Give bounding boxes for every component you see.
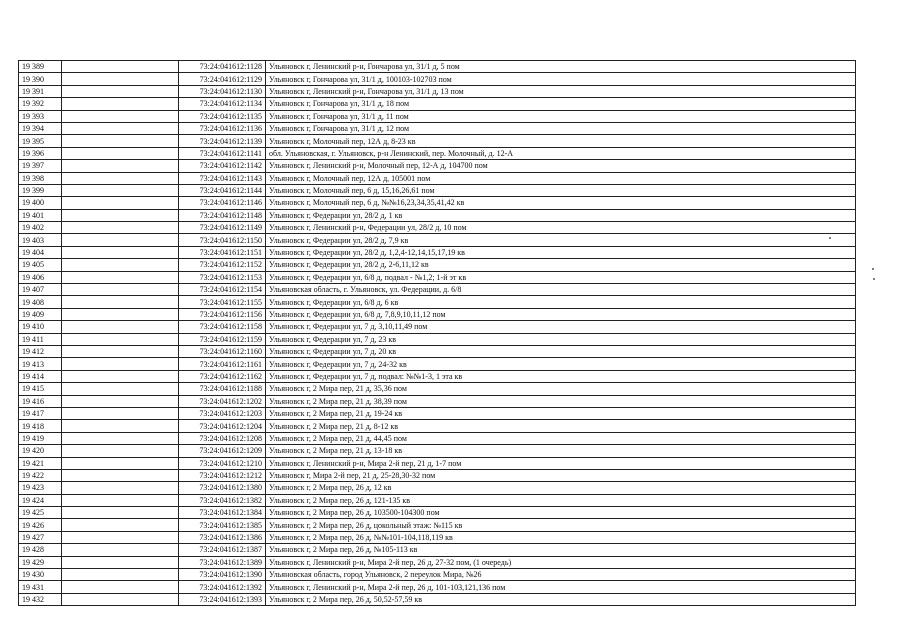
row-number-cell: 19 430 — [19, 569, 62, 581]
row-number-cell: 19 401 — [19, 209, 62, 221]
row-number-cell: 19 396 — [19, 147, 62, 159]
row-number-cell: 19 426 — [19, 519, 62, 531]
scan-speck — [829, 237, 831, 239]
table-row — [19, 432, 856, 444]
address-cell: Ульяновск г, 2 Мира пер, 26 д, №105-113 кв — [266, 544, 856, 556]
address-cell: Ульяновск г, Федерации ул, 6/8 д, подвал - №1,2; 1-й эт кв — [266, 271, 856, 283]
row-number-cell: 19 417 — [19, 407, 62, 419]
cadastral-number-cell: 73:24:041612:1385 — [179, 519, 266, 531]
row-number-cell: 19 389 — [19, 61, 62, 73]
table-row — [19, 494, 856, 506]
table-row — [19, 519, 856, 531]
address-cell: Ульяновск г, Гончарова ул, 31/1 д, 11 пом — [266, 110, 856, 122]
empty-cell — [62, 246, 179, 258]
row-number-cell: 19 422 — [19, 469, 62, 481]
cadastral-number-cell: 73:24:041612:1161 — [179, 358, 266, 370]
table-row — [19, 556, 856, 568]
row-number-cell: 19 432 — [19, 593, 62, 605]
address-cell: Ульяновск г, Ленинский р-н, Молочный пер, 12-А д, 104700 пом — [266, 160, 856, 172]
address-cell: Ульяновск г, Гончарова ул, 31/1 д, 100103-102703 пом — [266, 73, 856, 85]
address-cell: Ульяновск г, 2 Мира пер, 26 д, №№101-104,118,119 кв — [266, 531, 856, 543]
table-row — [19, 246, 856, 258]
empty-cell — [62, 110, 179, 122]
row-number-cell: 19 431 — [19, 581, 62, 593]
address-cell: Ульяновск г, 2 Мира пер, 21 д, 44,45 пом — [266, 432, 856, 444]
row-number-cell: 19 427 — [19, 531, 62, 543]
address-cell: Ульяновск г, Ленинский р-н, Гончарова ул, 31/1 д, 13 пом — [266, 85, 856, 97]
address-cell: Ульяновск г, 2 Мира пер, 26 д, 12 кв — [266, 482, 856, 494]
table-row — [19, 395, 856, 407]
table-row — [19, 135, 856, 147]
table-row — [19, 345, 856, 357]
empty-cell — [62, 296, 179, 308]
address-cell: Ульяновск г, Федерации ул, 28/2 д, 2-6,11,12 кв — [266, 259, 856, 271]
empty-cell — [62, 172, 179, 184]
table-row — [19, 296, 856, 308]
address-cell: Ульяновск г, 2 Мира пер, 21 д, 38,39 пом — [266, 395, 856, 407]
empty-cell — [62, 370, 179, 382]
empty-cell — [62, 383, 179, 395]
table-row — [19, 445, 856, 457]
table-row — [19, 160, 856, 172]
cadastral-number-cell: 73:24:041612:1129 — [179, 73, 266, 85]
row-number-cell: 19 393 — [19, 110, 62, 122]
empty-cell — [62, 85, 179, 97]
cadastral-number-cell: 73:24:041612:1210 — [179, 457, 266, 469]
empty-cell — [62, 432, 179, 444]
row-number-cell: 19 411 — [19, 333, 62, 345]
table-row — [19, 209, 856, 221]
empty-cell — [62, 333, 179, 345]
cadastral-number-cell: 73:24:041612:1135 — [179, 110, 266, 122]
table-row — [19, 581, 856, 593]
table-row — [19, 284, 856, 296]
cadastral-number-cell: 73:24:041612:1390 — [179, 569, 266, 581]
address-cell: Ульяновск г, 2 Мира пер, 26 д, цокольный этаж: №115 кв — [266, 519, 856, 531]
cadastral-number-cell: 73:24:041612:1160 — [179, 345, 266, 357]
empty-cell — [62, 358, 179, 370]
cadastral-number-cell: 73:24:041612:1203 — [179, 407, 266, 419]
row-number-cell: 19 403 — [19, 234, 62, 246]
table-row — [19, 383, 856, 395]
address-cell: Ульяновск г, Федерации ул, 7 д, 23 кв — [266, 333, 856, 345]
cadastral-number-cell: 73:24:041612:1146 — [179, 197, 266, 209]
cadastral-number-cell: 73:24:041612:1384 — [179, 507, 266, 519]
empty-cell — [62, 507, 179, 519]
empty-cell — [62, 184, 179, 196]
cadastral-number-cell: 73:24:041612:1141 — [179, 147, 266, 159]
row-number-cell: 19 423 — [19, 482, 62, 494]
empty-cell — [62, 569, 179, 581]
cadastral-number-cell: 73:24:041612:1128 — [179, 61, 266, 73]
table-row — [19, 469, 856, 481]
row-number-cell: 19 405 — [19, 259, 62, 271]
row-number-cell: 19 415 — [19, 383, 62, 395]
scan-speck — [873, 278, 875, 280]
address-cell: Ульяновск г, Ленинский р-н, Мира 2-й пер, 26 д, 101-103,121,136 пом — [266, 581, 856, 593]
address-cell: Ульяновск г, Федерации ул, 7 д, 3,10,11,49 пом — [266, 321, 856, 333]
empty-cell — [62, 234, 179, 246]
cadastral-number-cell: 73:24:041612:1389 — [179, 556, 266, 568]
row-number-cell: 19 402 — [19, 222, 62, 234]
cadastral-number-cell: 73:24:041612:1149 — [179, 222, 266, 234]
address-cell: Ульяновск г, Федерации ул, 7 д, 20 кв — [266, 345, 856, 357]
empty-cell — [62, 147, 179, 159]
table-row — [19, 61, 856, 73]
table-row — [19, 172, 856, 184]
row-number-cell: 19 399 — [19, 184, 62, 196]
row-number-cell: 19 424 — [19, 494, 62, 506]
address-cell: Ульяновск г, Гончарова ул, 31/1 д, 18 пом — [266, 98, 856, 110]
row-number-cell: 19 408 — [19, 296, 62, 308]
empty-cell — [62, 135, 179, 147]
cadastral-number-cell: 73:24:041612:1143 — [179, 172, 266, 184]
table-row — [19, 333, 856, 345]
empty-cell — [62, 445, 179, 457]
address-cell: Ульяновск г, Ленинский р-н, Мира 2-й пер, 21 д, 1-7 пом — [266, 457, 856, 469]
table-row — [19, 308, 856, 320]
cadastral-number-cell: 73:24:041612:1134 — [179, 98, 266, 110]
cadastral-number-cell: 73:24:041612:1139 — [179, 135, 266, 147]
address-cell: Ульяновск г, Федерации ул, 6/8 д, 6 кв — [266, 296, 856, 308]
address-cell: Ульяновск г, 2 Мира пер, 26 д, 103500-104300 пом — [266, 507, 856, 519]
empty-cell — [62, 209, 179, 221]
empty-cell — [62, 259, 179, 271]
empty-cell — [62, 160, 179, 172]
address-cell: Ульяновск г, Ленинский р-н, Гончарова ул, 31/1 д, 5 пом — [266, 61, 856, 73]
address-cell: Ульяновск г, Федерации ул, 6/8 д, 7,8,9,10,11,12 пом — [266, 308, 856, 320]
empty-cell — [62, 581, 179, 593]
table-row — [19, 457, 856, 469]
cadastral-number-cell: 73:24:041612:1151 — [179, 246, 266, 258]
cadastral-number-cell: 73:24:041612:1159 — [179, 333, 266, 345]
empty-cell — [62, 593, 179, 605]
row-number-cell: 19 406 — [19, 271, 62, 283]
row-number-cell: 19 407 — [19, 284, 62, 296]
empty-cell — [62, 73, 179, 85]
cadastral-number-cell: 73:24:041612:1208 — [179, 432, 266, 444]
row-number-cell: 19 418 — [19, 420, 62, 432]
row-number-cell: 19 398 — [19, 172, 62, 184]
cadastral-number-cell: 73:24:041612:1152 — [179, 259, 266, 271]
row-number-cell: 19 400 — [19, 197, 62, 209]
row-number-cell: 19 409 — [19, 308, 62, 320]
cadastral-number-cell: 73:24:041612:1393 — [179, 593, 266, 605]
address-cell: Ульяновская область, г. Ульяновск, ул. Федерации, д. 6/8 — [266, 284, 856, 296]
empty-cell — [62, 494, 179, 506]
empty-cell — [62, 469, 179, 481]
table-row — [19, 98, 856, 110]
cadastral-number-cell: 73:24:041612:1386 — [179, 531, 266, 543]
address-cell: Ульяновск г, Федерации ул, 28/2 д, 1 кв — [266, 209, 856, 221]
row-number-cell: 19 404 — [19, 246, 62, 258]
cadastral-number-cell: 73:24:041612:1144 — [179, 184, 266, 196]
cadastral-number-cell: 73:24:041612:1158 — [179, 321, 266, 333]
table-row — [19, 259, 856, 271]
table-row — [19, 234, 856, 246]
cadastral-number-cell: 73:24:041612:1136 — [179, 122, 266, 134]
address-cell: Ульяновск г, Молочный пер, 12А д, 105001 пом — [266, 172, 856, 184]
table-row — [19, 197, 856, 209]
cadastral-number-cell: 73:24:041612:1162 — [179, 370, 266, 382]
table-row — [19, 184, 856, 196]
row-number-cell: 19 414 — [19, 370, 62, 382]
row-number-cell: 19 425 — [19, 507, 62, 519]
cadastral-number-cell: 73:24:041612:1382 — [179, 494, 266, 506]
register-table-body — [19, 61, 856, 606]
address-cell: обл. Ульяновская, г. Ульяновск, р-н Ленинский, пер. Молочный, д. 12-А — [266, 147, 856, 159]
row-number-cell: 19 420 — [19, 445, 62, 457]
table-row — [19, 531, 856, 543]
empty-cell — [62, 271, 179, 283]
row-number-cell: 19 421 — [19, 457, 62, 469]
address-cell: Ульяновск г, 2 Мира пер, 21 д, 8-12 кв — [266, 420, 856, 432]
address-cell: Ульяновск г, Мира 2-й пер, 21 д, 25-28,30-32 пом — [266, 469, 856, 481]
row-number-cell: 19 392 — [19, 98, 62, 110]
address-cell: Ульяновск г, Ленинский р-н, Федерации ул, 28/2 д, 10 пом — [266, 222, 856, 234]
address-cell: Ульяновск г, Федерации ул, 7 д, подвал: №№1-3, 1 эта кв — [266, 370, 856, 382]
address-cell: Ульяновск г, 2 Мира пер, 21 д, 13-18 кв — [266, 445, 856, 457]
address-cell: Ульяновск г, 2 Мира пер, 26 д, 50,52-57,59 кв — [266, 593, 856, 605]
cadastral-number-cell: 73:24:041612:1204 — [179, 420, 266, 432]
empty-cell — [62, 519, 179, 531]
address-cell: Ульяновск г, 2 Мира пер, 21 д, 35,36 пом — [266, 383, 856, 395]
empty-cell — [62, 345, 179, 357]
cadastral-number-cell: 73:24:041612:1142 — [179, 160, 266, 172]
empty-cell — [62, 482, 179, 494]
table-row — [19, 407, 856, 419]
address-cell: Ульяновск г, Федерации ул, 7 д, 24-32 кв — [266, 358, 856, 370]
table-row — [19, 482, 856, 494]
empty-cell — [62, 98, 179, 110]
table-row — [19, 85, 856, 97]
table-row — [19, 569, 856, 581]
row-number-cell: 19 413 — [19, 358, 62, 370]
table-row — [19, 110, 856, 122]
table-row — [19, 122, 856, 134]
table-row — [19, 271, 856, 283]
row-number-cell: 19 410 — [19, 321, 62, 333]
empty-cell — [62, 321, 179, 333]
address-cell: Ульяновск г, Федерации ул, 28/2 д, 7,9 кв — [266, 234, 856, 246]
table-row — [19, 358, 856, 370]
empty-cell — [62, 544, 179, 556]
table-row — [19, 321, 856, 333]
row-number-cell: 19 395 — [19, 135, 62, 147]
row-number-cell: 19 397 — [19, 160, 62, 172]
cadastral-number-cell: 73:24:041612:1202 — [179, 395, 266, 407]
address-cell: Ульяновск г, 2 Мира пер, 21 д, 19-24 кв — [266, 407, 856, 419]
empty-cell — [62, 457, 179, 469]
table-row — [19, 222, 856, 234]
empty-cell — [62, 407, 179, 419]
address-cell: Ульяновская область, город Ульяновск, 2 переулок Мира, №26 — [266, 569, 856, 581]
empty-cell — [62, 122, 179, 134]
cadastral-number-cell: 73:24:041612:1154 — [179, 284, 266, 296]
cadastral-number-cell: 73:24:041612:1150 — [179, 234, 266, 246]
table-row — [19, 544, 856, 556]
table-row — [19, 370, 856, 382]
address-cell: Ульяновск г, Молочный пер, 6 д, 15,16,26,61 пом — [266, 184, 856, 196]
address-cell: Ульяновск г, Молочный пер, 12А д, 8-23 кв — [266, 135, 856, 147]
row-number-cell: 19 390 — [19, 73, 62, 85]
empty-cell — [62, 308, 179, 320]
table-row — [19, 420, 856, 432]
scan-speck — [872, 268, 874, 270]
cadastral-number-cell: 73:24:041612:1212 — [179, 469, 266, 481]
empty-cell — [62, 197, 179, 209]
register-table — [18, 60, 856, 606]
empty-cell — [62, 395, 179, 407]
empty-cell — [62, 556, 179, 568]
address-cell: Ульяновск г, Гончарова ул, 31/1 д, 12 пом — [266, 122, 856, 134]
cadastral-number-cell: 73:24:041612:1380 — [179, 482, 266, 494]
row-number-cell: 19 416 — [19, 395, 62, 407]
empty-cell — [62, 222, 179, 234]
row-number-cell: 19 412 — [19, 345, 62, 357]
address-cell: Ульяновск г, Ленинский р-н, Мира 2-й пер, 26 д, 27-32 пом, (1 очередь) — [266, 556, 856, 568]
row-number-cell: 19 419 — [19, 432, 62, 444]
empty-cell — [62, 61, 179, 73]
table-row — [19, 593, 856, 605]
table-row — [19, 73, 856, 85]
cadastral-number-cell: 73:24:041612:1209 — [179, 445, 266, 457]
address-cell: Ульяновск г, Молочный пер, 6 д, №№16,23,34,35,41,42 кв — [266, 197, 856, 209]
address-cell: Ульяновск г, 2 Мира пер, 26 д, 121-135 кв — [266, 494, 856, 506]
cadastral-number-cell: 73:24:041612:1156 — [179, 308, 266, 320]
cadastral-number-cell: 73:24:041612:1148 — [179, 209, 266, 221]
address-cell: Ульяновск г, Федерации ул, 28/2 д, 1,2,4-12,14,15,17,19 кв — [266, 246, 856, 258]
row-number-cell: 19 391 — [19, 85, 62, 97]
row-number-cell: 19 429 — [19, 556, 62, 568]
empty-cell — [62, 420, 179, 432]
cadastral-number-cell: 73:24:041612:1387 — [179, 544, 266, 556]
row-number-cell: 19 428 — [19, 544, 62, 556]
cadastral-number-cell: 73:24:041612:1153 — [179, 271, 266, 283]
cadastral-number-cell: 73:24:041612:1188 — [179, 383, 266, 395]
empty-cell — [62, 284, 179, 296]
scanned-document-page — [18, 60, 856, 606]
empty-cell — [62, 531, 179, 543]
cadastral-number-cell: 73:24:041612:1155 — [179, 296, 266, 308]
row-number-cell: 19 394 — [19, 122, 62, 134]
cadastral-number-cell: 73:24:041612:1392 — [179, 581, 266, 593]
table-row — [19, 507, 856, 519]
table-row — [19, 147, 856, 159]
cadastral-number-cell: 73:24:041612:1130 — [179, 85, 266, 97]
